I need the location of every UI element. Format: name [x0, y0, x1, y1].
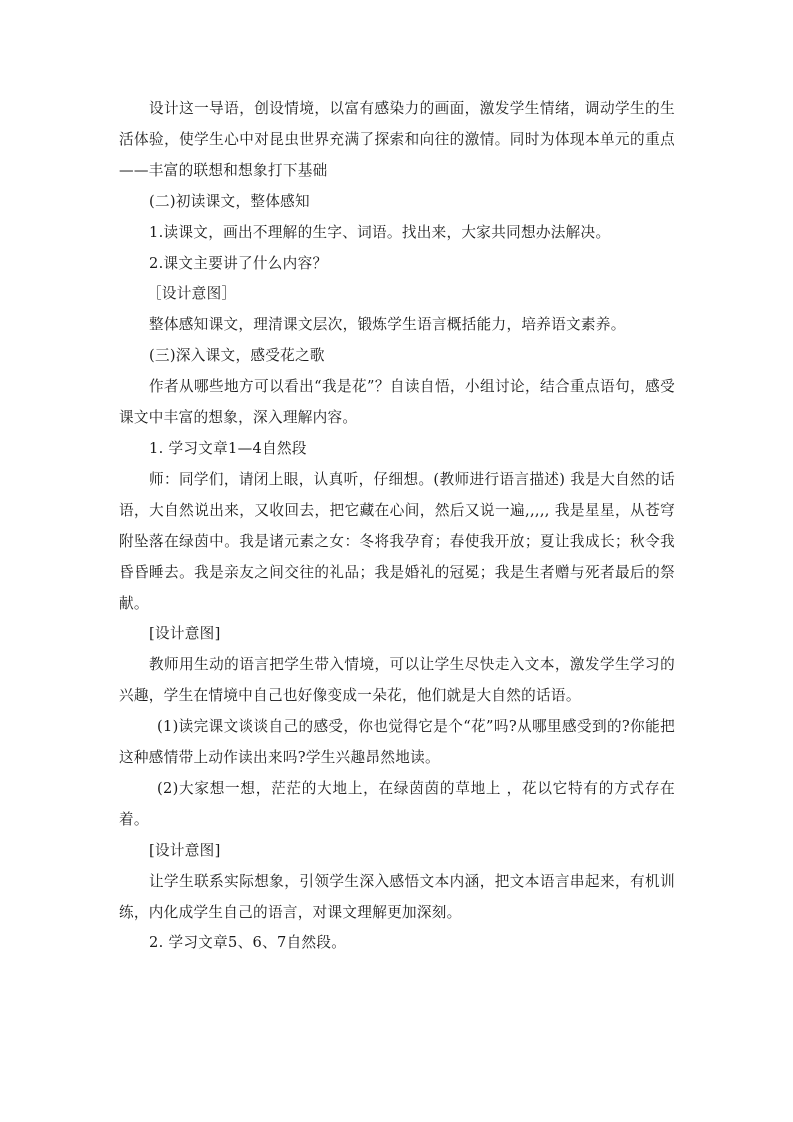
list-item-study-5-7: 2. 学习文章5、6、7自然段。 [149, 934, 347, 952]
paragraph-design-intent: 整体感知课文，理清课文层次，锻炼学生语言概括能力，培养语文素养。 [149, 316, 626, 334]
paragraph-teacher-narration: 师：同学们，请闭上眼，认真听，仔细想。(教师进行语言描述) 我是大自然的话语，大自然说出来，又收回去，把它藏在心间，然后又说一遍,,,,, 我是星星，从苍穹附坠落在绿茵中。我是诸元素之女：冬将我孕育；春使我开放；夏让我成长；秋令我昏昏睡去。我是亲友之间交往的礼品；我是婚礼的冠冕；我是生者赠与死者最后的祭献。 [119, 470, 675, 612]
design-intent-label: [设计意图] [149, 841, 221, 859]
list-item-study-1-4: 1. 学习文章1—4自然段 [149, 439, 307, 457]
question-item-1: (1)读完课文谈谈自己的感受，你也觉得它是个“花”吗?从哪里感受到的?你能把这种感情带上动作读出来吗?学生兴趣昂然地读。 [119, 718, 675, 767]
paragraph-design-intent: 让学生联系实际想象，引领学生深入感悟文本内涵，把文本语言串起来，有机训练，内化成学生自己的语言，对课文理解更加深刻。 [119, 872, 675, 921]
design-intent-label: ［设计意图］ [147, 285, 237, 303]
question-item-2: (2)大家想一想，茫茫的大地上，在绿茵茵的草地上 ，花以它特有的方式存在着。 [119, 779, 675, 828]
paragraph-section-intro: 作者从哪些地方可以看出“我是花”？自读自悟，小组讨论，结合重点语句，感受课文中丰富的想象，深入理解内容。 [119, 378, 675, 427]
paragraph-design-intent: 教师用生动的语言把学生带入情境，可以让学生尽快走入文本，激发学生学习的兴趣，学生在情境中自己也好像变成一朵花，他们就是大自然的话语。 [119, 656, 675, 705]
list-item-read-text: 1.读课文，画出不理解的生字、词语。找出来，大家共同想办法解决。 [149, 223, 611, 241]
list-item-main-content: 2.课文主要讲了什么内容？ [149, 254, 328, 272]
section-heading-deep-reading: (三)深入课文，感受花之歌 [149, 347, 325, 365]
design-intent-label: [设计意图] [149, 625, 221, 643]
paragraph-intro-design: 设计这一导语，创设情境，以富有感染力的画面，激发学生情绪，调动学生的生活体验，使学生心中对昆虫世界充满了探索和向往的激情。同时为体现本单元的重点——丰富的联想和想象打下基础 [119, 100, 675, 179]
document-page [119, 94, 675, 959]
section-heading-initial-reading: (二)初读课文，整体感知 [149, 192, 310, 210]
